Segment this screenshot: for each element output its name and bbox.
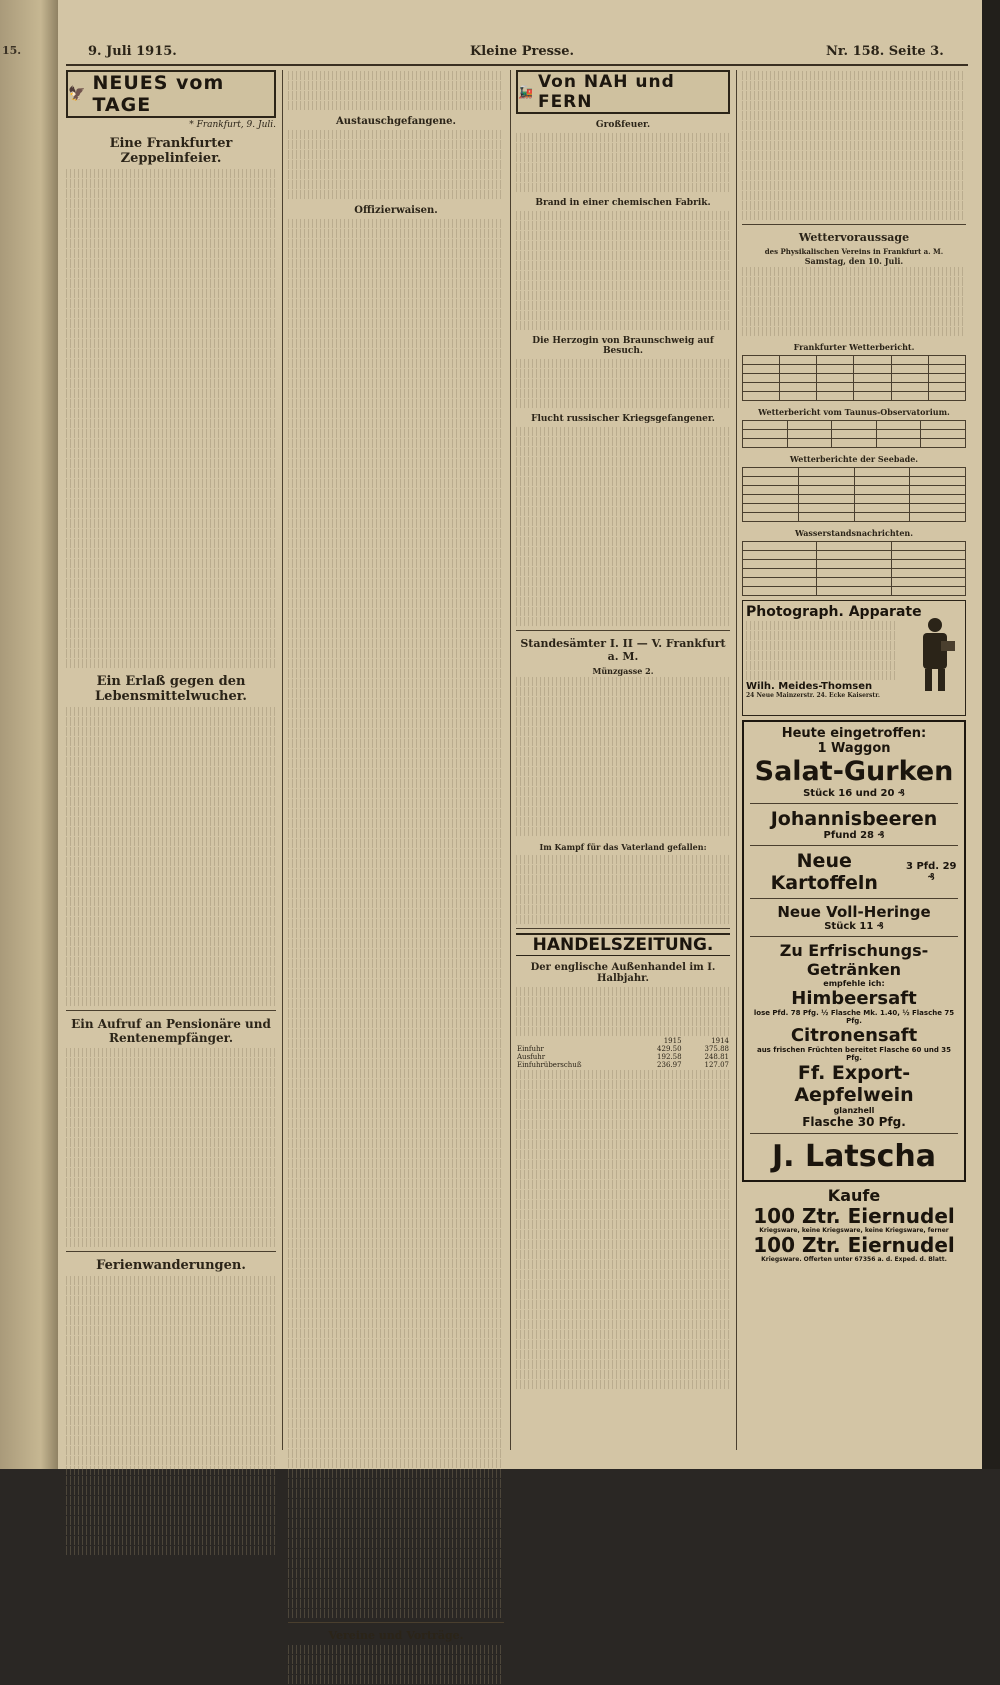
photo-ad-title: Photograph. Apparate: [746, 604, 922, 620]
header-rule: [66, 64, 968, 66]
grocery-item: Himbeersaft: [791, 988, 917, 1009]
noodle-head: Kaufe: [827, 1186, 881, 1205]
article-body: [288, 219, 504, 1618]
noodle-line: 100 Ztr. Eiernudel: [753, 1233, 955, 1257]
noodle-line: 100 Ztr. Eiernudel: [753, 1204, 955, 1228]
grocery-item: Neue Voll-Heringe: [777, 903, 931, 921]
left-page-number: 15.: [2, 46, 22, 55]
grocery-sub: empfehle ich:: [823, 979, 885, 988]
article-title: Großfeuer.: [595, 120, 651, 130]
taunus-title: Wetterbericht vom Taunus-Observatorium.: [758, 407, 950, 417]
report-title: Frankfurter Wetterbericht.: [793, 342, 915, 352]
weather-table: [742, 355, 966, 401]
noodle-sub: Kriegsware. Offerten unter 67356 a. d. Exped. d. Blatt.: [761, 1256, 947, 1263]
registry-title: Standesämter I. II — V. Frankfurt a. M.: [520, 637, 726, 663]
grocery-price: Pfund 28 ₰: [823, 830, 885, 841]
binding-strip: [0, 0, 58, 1469]
column-rule: [736, 70, 737, 1450]
scan-edge: [982, 0, 1000, 1469]
water-table: [742, 541, 966, 596]
column-rule: [510, 70, 511, 1450]
registry-sub: Münzgasse 2.: [592, 666, 654, 676]
article-body: [66, 1048, 276, 1247]
weather-sub: des Physikalischen Vereins in Frankfurt a. M.: [764, 247, 944, 256]
grocery-sub: lose Pfd. 78 Pfg. ½ Flasche Mk. 1.40, ½ Flasche 75 Pfg.: [753, 1009, 955, 1025]
column-rule: [282, 70, 283, 1450]
grocery-item: Johannisbeeren: [770, 808, 938, 830]
column-4: [742, 70, 966, 1263]
grocery-shop: J. Latscha: [772, 1139, 936, 1174]
column-3: [516, 70, 730, 1390]
header-paper: Kleine Presse.: [470, 44, 575, 59]
masthead-neues-vom-tage: 🦅 NEUES vom TAGE: [66, 70, 276, 118]
taunus-table: [742, 420, 966, 448]
header-date: 9. Juli 1915.: [88, 44, 177, 59]
grocery-price: 3 Pfd. 29 ₰: [906, 861, 957, 883]
column-2: [288, 70, 504, 1685]
south-title: Wetterberichte der Seebade.: [789, 454, 919, 464]
trade-title: Der englische Außenhandel im I. Halbjahr.: [530, 962, 716, 984]
grocery-ad: [742, 720, 966, 1182]
article-body: [66, 1276, 276, 1555]
water-title: Wasserstandsnachrichten.: [794, 528, 914, 538]
grocery-sub: aus frischen Früchten bereitet Flasche 60 und 35 Pfg.: [756, 1046, 952, 1062]
header-issue: Nr. 158. Seite 3.: [826, 44, 944, 59]
eagle-icon: 🦅: [68, 86, 87, 102]
masthead-von-nah-und-fern: 🚂 Von NAH und FERN: [516, 70, 730, 114]
photo-ad-address: 24 Neue Mainzerstr. 24. Ecke Kaiserstr.: [746, 692, 880, 699]
article-title: Brand in einer chemischen Fabrik.: [535, 198, 711, 208]
article-title: Flucht russischer Kriegsgefangener.: [531, 414, 715, 424]
seaside-table: [742, 467, 966, 522]
grocery-price: Flasche 30 Pfg.: [802, 1115, 906, 1129]
article-body: [288, 1645, 504, 1684]
grocery-sub: glanzhell: [833, 1106, 875, 1115]
article-title: Vereine und Vorträge.: [328, 1629, 464, 1642]
article-title: Austauschgefangene.: [336, 116, 456, 127]
grocery-item: Salat-Gurken: [754, 756, 954, 787]
grocery-price: Stück 11 ₰: [824, 921, 884, 932]
article-title: Ein Erlaß gegen den Lebensmittelwucher.: [95, 674, 247, 704]
article-title: Eine Frankfurter Zeppelinfeier.: [109, 136, 233, 166]
column-1: [66, 70, 276, 1556]
article-title: Ein Aufruf an Pensionäre und Rentenempfänger.: [71, 1017, 271, 1045]
grocery-item: Ff. Export-Aepfelwein: [794, 1062, 914, 1106]
article-title: Offizierwaisen.: [354, 205, 438, 216]
weather-title: Wettervoraussage: [798, 231, 910, 244]
grocery-item: Citronensaft: [790, 1025, 918, 1046]
grocery-item: Zu Erfrischungs-Getränken: [779, 941, 929, 979]
grocery-waggon: 1 Waggon: [817, 741, 891, 756]
photographer-figure-icon: [911, 615, 959, 693]
noodle-ad: [742, 1186, 966, 1263]
photo-ad-shop: Wilh. Meides-Thomsen: [746, 681, 873, 692]
war-title: Im Kampf für das Vaterland gefallen:: [539, 842, 707, 852]
photo-ad: [742, 600, 966, 716]
article-body: [66, 707, 276, 1006]
article-title: Ferienwanderungen.: [96, 1258, 246, 1273]
article-body: [66, 169, 276, 668]
trade-masthead: HANDELSZEITUNG.: [516, 933, 730, 956]
grocery-item: Neue Kartoffeln: [770, 850, 878, 894]
grocery-price: Stück 16 und 20 ₰: [803, 788, 905, 799]
article-body: [288, 71, 504, 110]
noodle-sub: Kriegsware, keine Kriegsware, keine Kriegsware, ferner: [759, 1227, 949, 1234]
trade-table: 1915 1914 Einfuhr 429.50 375.88 Ausfuhr 192.58 248.81 Einfuhrüberschuß 236.97 127.07: [517, 1037, 729, 1069]
weather-date: Samstag, den 10. Juli.: [804, 256, 904, 266]
article-title: Die Herzogin von Braunschweig auf Besuch.: [532, 336, 714, 356]
grocery-intro: Heute eingetroffen:: [781, 726, 927, 741]
dateline: * Frankfurt, 9. Juli.: [189, 120, 276, 130]
article-body: [288, 130, 504, 199]
car-icon: 🚂: [518, 85, 534, 99]
